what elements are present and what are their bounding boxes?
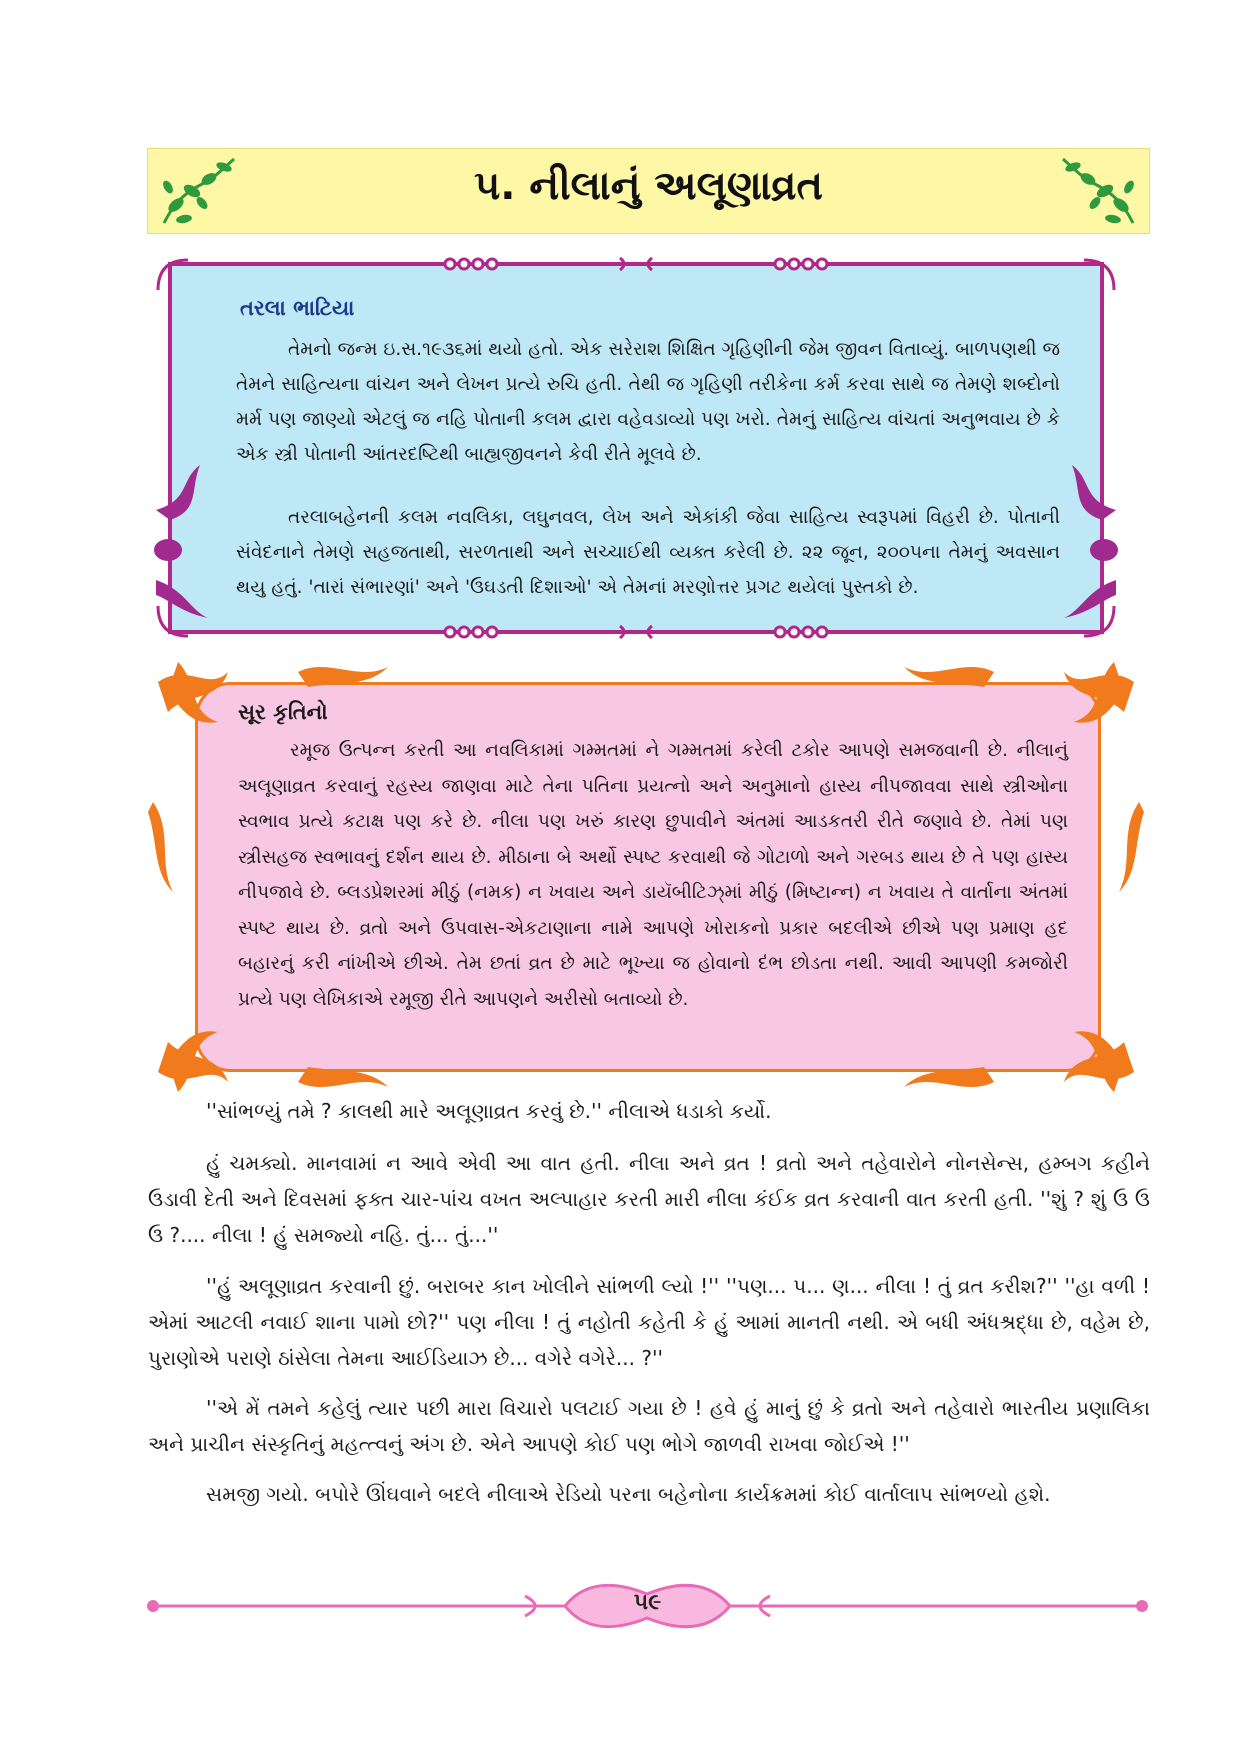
- story-paragraph: ''હું અલૂણાવ્રત કરવાની છું. બરાબર કાન ખોલીને સાંભળી લ્યો !'' ''પણ... પ... ણ... નીલા ! તું વ્રત કરીશ?'' ''હા વળી ! એમાં આટલી નવાઈ શાના પામો છો?'' પણ નીલા ! તું નહોતી કહેતી કે હું આમાં માનતી નથી. એ બધી અંધશ્રદ્ધા છે, વહેમ છે, પુરાણોએ પરાણે ઠાંસેલા તેમના આઈડિયાઝ છે... વગેરે વગેરે... ?'': [148, 1274, 1150, 1370]
- author-bio-paragraph: તરલાબહેનની કલમ નવલિકા, લઘુનવલ, લેખ અને એકાંકી જેવા સાહિત્ય સ્વરૂપમાં વિહરી છે. પોતાની સંવેદનાને તેમણે સહજતાથી, સરળતાથી અને સચ્ચાઈથી વ્યક્ત કરેલી છે. ૨૨ જૂન, ૨૦૦૫ના તેમનું અવસાન થયુ હતું. 'તારાં સંભારણાં' અને 'ઉઘડતી દિશાઓ' એ તેમનાં મરણોત્તર પ્રગટ થયેલાં પુસ્તકો છે.: [236, 507, 1060, 598]
- author-bio-paragraph: તેમનો જન્મ ઇ.સ.૧૯૩૬માં થયો હતો. એક સરેરાશ શિક્ષિત ગૃહિણીની જેમ જીવન વિતાવ્યું. બાળપણથી જ તેમને સાહિત્યના વાંચન અને લેખન પ્રત્યે રુચિ હતી. તેથી જ ગૃહિણી તરીકેના કર્મ કરવા સાથે જ તેમણે શબ્દોનો મર્મ પણ જાણ્યો એટલું જ નહિ પોતાની કલમ દ્વારા વહેવડાવ્યો પણ ખરો. તેમનું સાહિત્ય વાંચતાં અનુભવાય છે કે એક સ્ત્રી પોતાની આંતરદષ્ટિથી બાહ્યજીવનને કેવી રીતે મૂલવે છે.: [236, 339, 1060, 465]
- author-name: તરલા ભાટિયા: [240, 296, 355, 320]
- page-footer: [145, 1576, 1150, 1636]
- title-banner: [147, 148, 1150, 234]
- story-paragraph: સમજી ગયો. બપોરે ઊંઘવાને બદલે નીલાએ રેડિયો પરના બહેનોના કાર્યક્રમમાં કોઈ વાર્તાલાપ સાંભળ્યો હશે.: [206, 1482, 1051, 1506]
- story-paragraph: ''એ મેં તમને કહેલું ત્યાર પછી મારા વિચારો પલટાઈ ગયા છે ! હવે હું માનું છું કે વ્રતો અને તહેવારો ભારતીય પ્રણાલિકા અને પ્રાચીન સંસ્કૃતિનું મહત્ત્વનું અંગ છે. એને આપણે કોઈ પણ ભોગે જાળવી રાખવા જોઈએ !'': [148, 1396, 1150, 1456]
- story-paragraph: ''સાંભળ્યું તમે ? કાલથી મારે અલૂણાવ્રત કરવું છે.'' નીલાએ ધડાકો કર્યો.: [206, 1099, 772, 1123]
- page-title: ૫. નીલાનું અલૂણાવ્રત: [474, 163, 823, 209]
- green-vine-icon: [1053, 153, 1143, 231]
- sur-heading: સૂર કૃતિનો: [238, 700, 328, 724]
- page-number: ૫૯: [633, 1590, 662, 1615]
- sur-paragraph: રમૂજ ઉત્પન્ન કરતી આ નવલિકામાં ગમ્મતમાં ને ગમ્મતમાં કરેલી ટકોર આપણે સમજવાની છે. નીલાનું અલૂણાવ્રત કરવાનું રહસ્ય જાણવા માટે તેના પતિના પ્રયત્નો અને અનુમાનો હાસ્ય નીપજાવવા સાથે સ્ત્રીઓના સ્વભાવ પ્રત્યે કટાક્ષ પણ કરે છે. નીલા પણ ખરું કારણ છુપાવીને અંતમાં આડકતરી રીતે જણાવે છે. તેમાં પણ સ્ત્રીસહજ સ્વભાવનું દર્શન થાય છે. મીઠાના બે અર્થો સ્પષ્ટ કરવાથી જે ગોટાળો અને ગરબડ થાય છે તે પણ હાસ્ય નીપજાવે છે. બ્લડપ્રેશરમાં મીઠું (નમક) ન ખવાય અને ડાયૅબીટિઝ્‌માં મીઠું (મિષ્ટાન્ન) ન ખવાય તે વાર્તાના અંતમાં સ્પષ્ટ થાય છે. વ્રતો અને ઉપવાસ-એકટાણાના નામે આપણે ખોરાકનો પ્રકાર બદલીએ છીએ પણ પ્રમાણ હદ બહારનું કરી નાંખીએ છીએ. તેમ છતાં વ્રત છે માટે ભૂખ્યા જ હોવાનો દંભ છોડતા નથી. આવી આપણી કમજોરી પ્રત્યે પણ લેખિકાએ રમૂજી રીતે આપણને અરીસો બતાવ્યો છે.: [238, 740, 1068, 1010]
- story-paragraph: હું ચમક્યો. માનવામાં ન આવે એવી આ વાત હતી. નીલા અને વ્રત ! વ્રતો અને તહેવારોને નોનસેન્સ, હમ્બગ કહીને ઉડાવી દેતી અને દિવસમાં ફક્ત ચાર-પાંચ વખત અલ્પાહાર કરતી મારી નીલા કંઈક વ્રત કરવાની વાત કરતી હતી. ''શું ? શું ઉ ઉ ઉ ?.... નીલા ! હું સમજ્યો નહિ. તું... તું...'': [148, 1151, 1150, 1247]
